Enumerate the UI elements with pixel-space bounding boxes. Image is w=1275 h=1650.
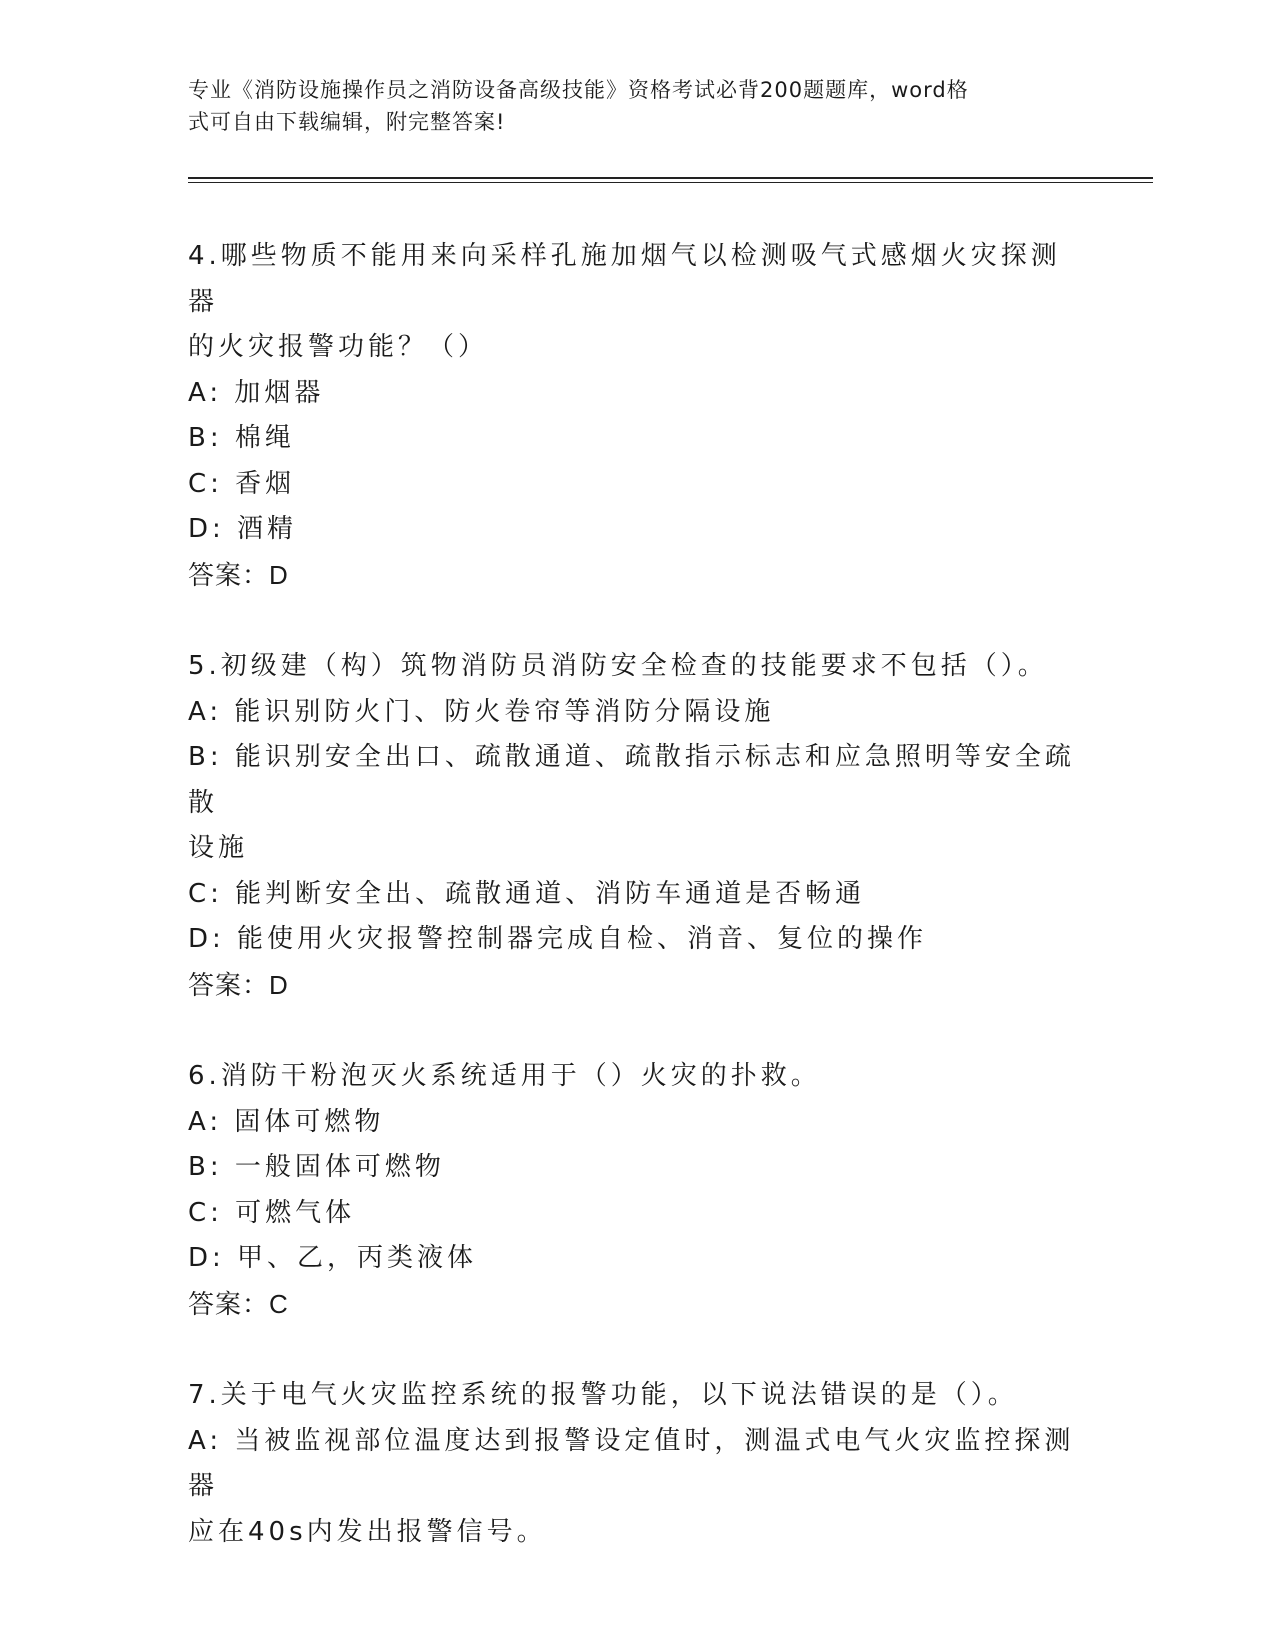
question-stem: 6.消防干粉泡灭火系统适用于（）火灾的扑救。 [188, 1061, 821, 1091]
header-divider-top [188, 177, 1153, 179]
question-stem: 7.关于电气火灾监控系统的报警功能，以下说法错误的是（）。 [188, 1380, 1018, 1410]
question-5 [188, 644, 1088, 1008]
option-a: A: 能识别防火门、防火卷帘等消防分隔设施 [188, 696, 775, 727]
question-7 [188, 1373, 1088, 1555]
option-b: B: 棉绳 [188, 423, 295, 453]
option-c: C: 能判断安全出、疏散通道、消防车通道是否畅通 [188, 878, 866, 909]
question-6 [188, 1054, 1088, 1327]
question-4 [188, 234, 1088, 598]
header-line-1: 专业《消防设施操作员之消防设备高级技能》资格考试必背200题题库，word格 [188, 78, 969, 102]
answer-label: 答案：D [188, 969, 289, 1000]
option-b: B: 能识别安全出口、疏散通道、疏散指示标志和应急照明等安全疏散 [188, 742, 1075, 818]
header-line-2: 式可自由下载编辑，附完整答案! [188, 110, 506, 134]
document-header [188, 74, 1068, 138]
option-c: C: 香烟 [188, 468, 296, 499]
option-a: A: 固体可燃物 [188, 1106, 385, 1137]
option-d: D: 甲、乙，丙类液体 [188, 1243, 478, 1273]
option-b-cont: 设施 [188, 833, 249, 863]
header-divider-bottom [188, 182, 1153, 183]
answer-label: 答案：D [188, 559, 289, 590]
question-list [188, 234, 1088, 1601]
question-stem: 5.初级建（构）筑物消防员消防安全检查的技能要求不包括（）。 [188, 651, 1048, 681]
question-stem-cont: 的火灾报警功能？（） [188, 332, 489, 362]
option-b: B: 一般固体可燃物 [188, 1152, 445, 1182]
option-a: A: 当被监视部位温度达到报警设定值时，测温式电气火灾监控探测器 [188, 1425, 1075, 1501]
option-d: D: 能使用火灾报警控制器完成自检、消音、复位的操作 [188, 924, 928, 954]
option-a-cont: 应在40s内发出报警信号。 [188, 1516, 547, 1547]
answer-label: 答案：C [188, 1288, 289, 1319]
option-c: C: 可燃气体 [188, 1197, 356, 1228]
option-d: D: 酒精 [188, 514, 298, 544]
option-a: A: 加烟器 [188, 377, 325, 408]
question-stem: 4.哪些物质不能用来向采样孔施加烟气以检测吸气式感烟火灾探测器 [188, 241, 1061, 317]
